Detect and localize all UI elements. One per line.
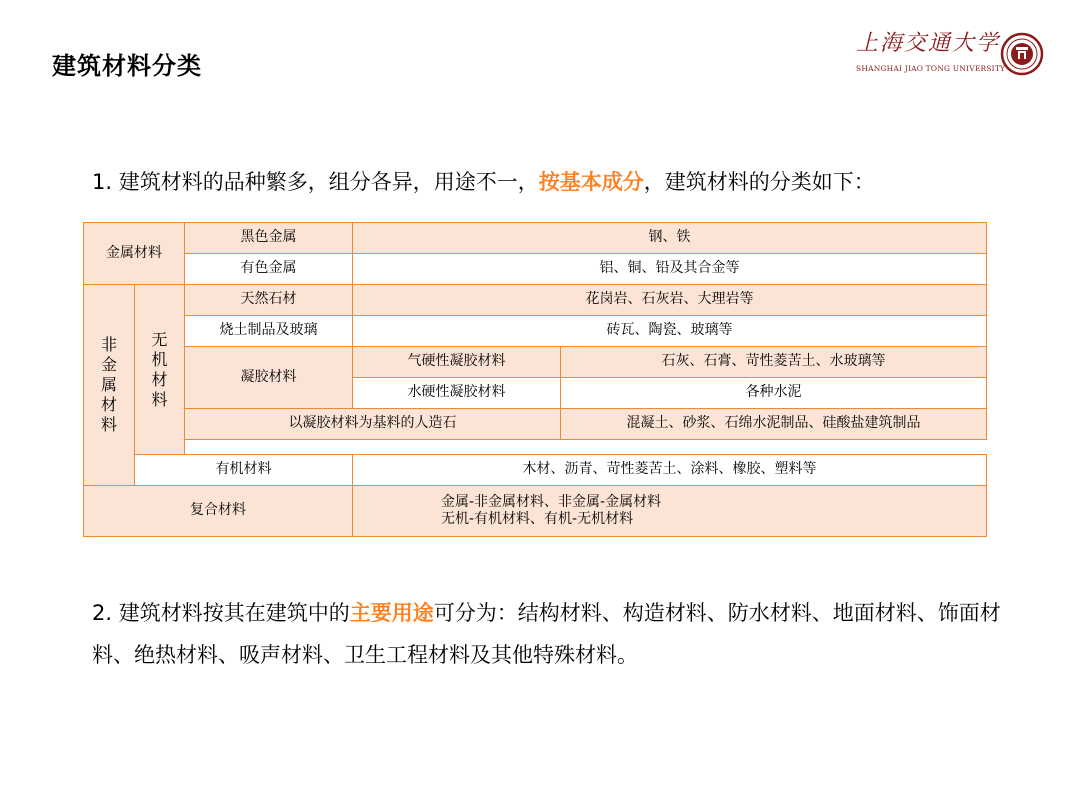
composite-line-2: 无机-有机材料、有机-无机材料 bbox=[441, 511, 634, 527]
binder-label: 凝胶材料 bbox=[185, 347, 353, 409]
nonferrous-examples: 铝、铜、铅及其合金等 bbox=[353, 254, 987, 285]
nonmetal-label: 非 金 属 材 料 bbox=[84, 285, 135, 486]
stone-label: 天然石材 bbox=[185, 285, 353, 316]
intro-suffix: ，建筑材料的分类如下： bbox=[643, 170, 875, 194]
hydraulic-binder-label: 水硬性凝胶材料 bbox=[353, 378, 561, 409]
usage-suffix: 可分为：结构材料、构造材料、防水材料、地面材料、饰面材料、绝热材料、吸声材料、卫生工程材料及其他特殊材料。 bbox=[92, 601, 1001, 667]
usage-classification bbox=[92, 592, 1012, 676]
logo-chinese-name: 上海交通大学 bbox=[856, 31, 1001, 56]
metal-label: 金属材料 bbox=[84, 223, 185, 285]
university-seal-icon bbox=[1000, 32, 1044, 76]
intro-prefix: 1. 建筑材料的品种繁多，组分各异，用途不一， bbox=[92, 170, 539, 194]
organic-examples: 木材、沥青、苛性菱苦土、涂料、橡胶、塑料等 bbox=[353, 455, 987, 486]
composite-label: 复合材料 bbox=[84, 486, 353, 537]
usage-highlight: 主要用途 bbox=[349, 601, 434, 625]
classification-table bbox=[83, 222, 987, 537]
ferrous-examples: 钢、铁 bbox=[353, 223, 987, 254]
classification-intro bbox=[92, 166, 875, 196]
artificial-stone-examples: 混凝土、砂浆、石绵水泥制品、硅酸盐建筑制品 bbox=[561, 409, 987, 440]
intro-highlight: 按基本成分 bbox=[538, 170, 644, 194]
air-binder-examples: 石灰、石膏、苛性菱苦土、水玻璃等 bbox=[561, 347, 987, 378]
composite-line-1: 金属-非金属材料、非金属-金属材料 bbox=[441, 494, 662, 511]
artificial-stone-label: 以凝胶材料为基料的人造石 bbox=[185, 409, 561, 440]
hydraulic-binder-examples: 各种水泥 bbox=[561, 378, 987, 409]
ferrous-label: 黑色金属 bbox=[185, 223, 353, 254]
nonferrous-label: 有色金属 bbox=[185, 254, 353, 285]
stone-examples: 花岗岩、石灰岩、大理岩等 bbox=[353, 285, 987, 316]
fired-examples: 砖瓦、陶瓷、玻璃等 bbox=[353, 316, 987, 347]
usage-prefix: 2. 建筑材料按其在建筑中的 bbox=[92, 601, 350, 625]
inorganic-label: 无 机 材 料 bbox=[135, 285, 185, 455]
page-title: 建筑材料分类 bbox=[52, 52, 202, 80]
organic-label: 有机材料 bbox=[135, 455, 353, 486]
university-logo bbox=[850, 22, 1050, 86]
composite-examples bbox=[353, 486, 987, 537]
logo-english-name: SHANGHAI JIAO TONG UNIVERSITY bbox=[856, 64, 1006, 73]
fired-label: 烧土制品及玻璃 bbox=[185, 316, 353, 347]
air-binder-label: 气硬性凝胶材料 bbox=[353, 347, 561, 378]
